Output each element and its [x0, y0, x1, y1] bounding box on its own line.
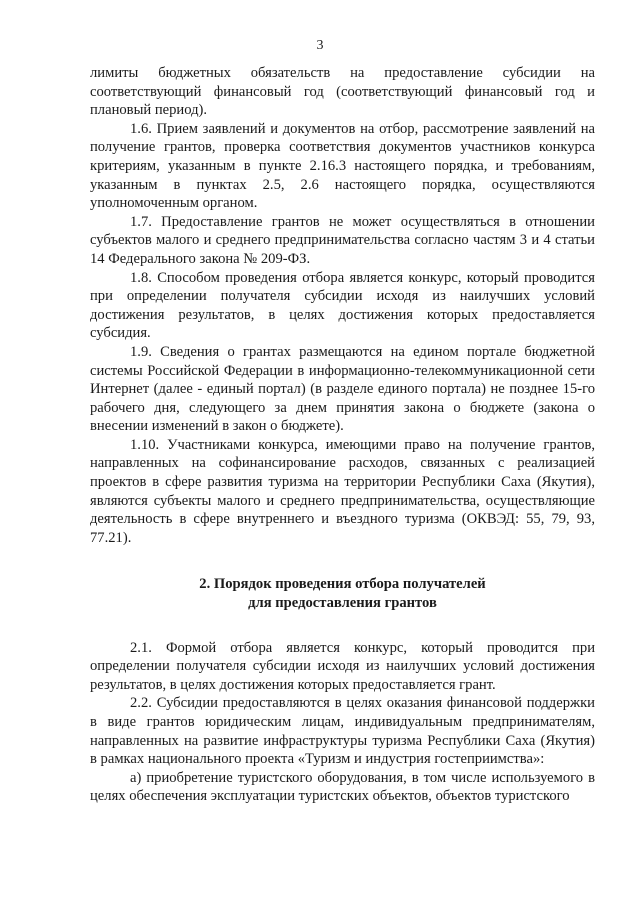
- document-body: [90, 64, 595, 806]
- page-number: 3: [316, 38, 324, 53]
- paragraph-continuation: лимиты бюджетных обязательств на предоставление субсидии на соответствующий финансовый год (соответствующий финансовый год и плановый период).: [90, 65, 595, 119]
- section-heading-line-1: 2. Порядок проведения отбора получателей: [199, 576, 486, 593]
- section-heading: [90, 575, 595, 612]
- paragraph-1-9: 1.9. Сведения о грантах размещаются на едином портале бюджетной системы Российской Федерации в информационно-телекоммуникационной сети Интернет (далее - единый портал) (в разделе единого портала) не позднее 15-го рабочего дня, следующего за днем принятия закона о бюджете (закона о внесении изменений в закон о бюджете).: [90, 343, 595, 435]
- paragraph-1-8: 1.8. Способом проведения отбора является конкурс, который проводится при определении получателя субсидии исходя из наилучших условий достижения результатов, в целях достижения которых предоставляется субсидия.: [90, 269, 595, 342]
- paragraph-1-6: 1.6. Прием заявлений и документов на отбор, рассмотрение заявлений на получение грантов, проверка соответствия документов участников конкурса критериям, указанным в пункте 2.16.3 настоящего порядка, и требованиям, указанным в пунктах 2.5, 2.6 настоящего порядка, осуществляются уполномоченным органом.: [90, 120, 595, 212]
- paragraph-2-1: 2.1. Формой отбора является конкурс, который проводится при определении получателя субсидии исходя из наилучших условий достижения результатов, в целях достижения которых предоставляется грант.: [90, 639, 595, 693]
- paragraph-2-2-a: а) приобретение туристского оборудования, в том числе используемого в целях обеспечения эксплуатации туристских объектов, объектов туристского: [90, 769, 595, 805]
- paragraph-1-10: 1.10. Участниками конкурса, имеющими право на получение грантов, направленных на софинансирование расходов, связанных с реализацией проектов в сфере развития туризма на территории Республики Саха (Якутия), являются субъекты малого и среднего предпринимательства, осуществляющие деятельность в сфере внутреннего и въездного туризма (ОКВЭД: 55, 79, 93, 77.21).: [90, 436, 595, 546]
- paragraph-1-7: 1.7. Предоставление грантов не может осуществляться в отношении субъектов малого и среднего предпринимательства согласно частям 3 и 4 статьи 14 Федерального закона № 209-ФЗ.: [90, 213, 595, 267]
- section-heading-line-2: для предоставления грантов: [248, 595, 437, 612]
- paragraph-2-2: 2.2. Субсидии предоставляются в целях оказания финансовой поддержки в виде грантов юридическим лицам, индивидуальным предпринимателям, направленных на развитие инфраструктуры туризма Республики Саха (Якутия) в рамках национального проекта «Туризм и индустрия гостеприимства»:: [90, 695, 595, 768]
